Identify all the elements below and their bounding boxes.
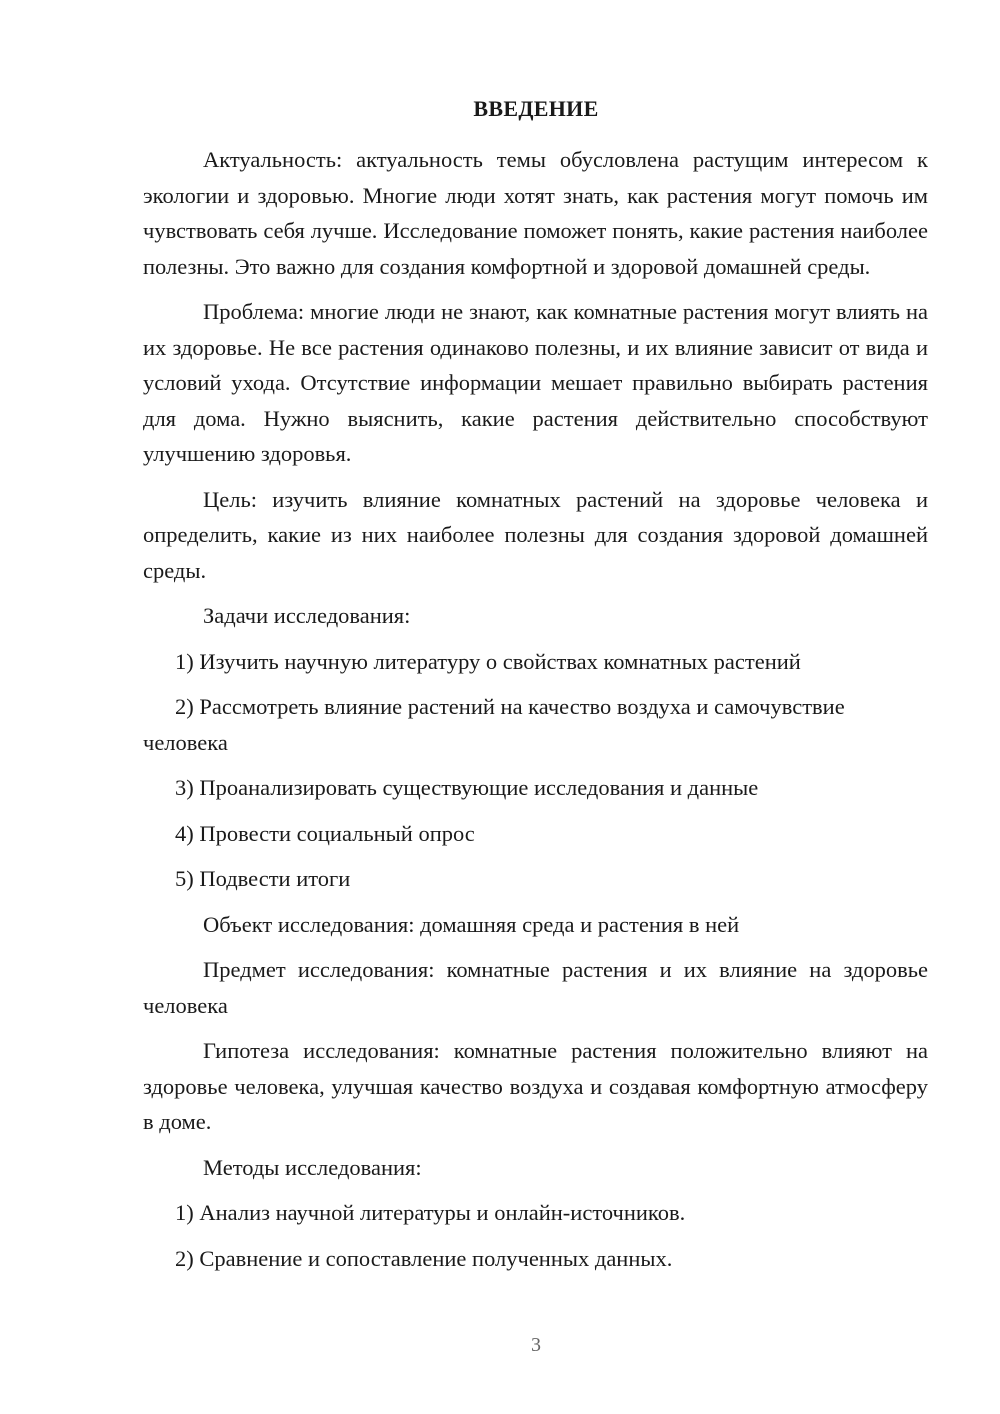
tasks-heading: Задачи исследования:: [203, 603, 411, 628]
object-paragraph: Объект исследования: домашняя среда и растения в ней: [203, 911, 740, 937]
goal-paragraph: Цель: изучить влияние комнатных растений на здоровье человека и определить, какие из них наиболее полезны для создания здоровой домашней среды.: [143, 486, 928, 583]
task-item: 4) Провести социальный опрос: [175, 820, 475, 846]
section-title: ВВЕДЕНИЕ: [473, 96, 599, 121]
task-item: 5) Подвести итоги: [175, 866, 351, 891]
task-item: 3) Проанализировать существующие исследования и данные: [175, 775, 759, 800]
methods-heading: Методы исследования:: [203, 1154, 422, 1180]
task-item: 1) Изучить научную литературу о свойствах комнатных растений: [175, 648, 801, 674]
method-item: 1) Анализ научной литературы и онлайн-источников.: [175, 1200, 686, 1225]
relevance-paragraph: Актуальность: актуальность темы обусловлена растущим интересом к экологии и здоровью. Многие люди хотят знать, как растения могут помочь им чувствовать себя лучше. Исследование поможет понять, какие растения наиболее полезны. Это важно для создания комфортной и здоровой домашней среды.: [143, 147, 928, 279]
problem-paragraph: Проблема: многие люди не знают, как комнатные растения могут влиять на их здоровье. Не все растения одинаково полезны, и их влияние зависит от вида и условий ухода. Отсутствие информации мешает правильно выбирать растения для дома. Нужно выяснить, какие растения действительно способствуют улучшению здоровья.: [143, 299, 928, 466]
page-number: 3: [531, 1334, 541, 1356]
document-body: [143, 142, 928, 1286]
hypothesis-paragraph: Гипотеза исследования: комнатные растения положительно влияют на здоровье человека, улучшая качество воздуха и создавая комфортную атмосферу в доме.: [143, 1038, 928, 1134]
method-item: 2) Сравнение и сопоставление полученных данных.: [175, 1245, 673, 1271]
task-item: 2) Рассмотреть влияние растений на качество воздуха и самочувствие человека: [143, 694, 845, 755]
subject-paragraph: Предмет исследования: комнатные растения и их влияние на здоровье человека: [143, 957, 928, 1018]
